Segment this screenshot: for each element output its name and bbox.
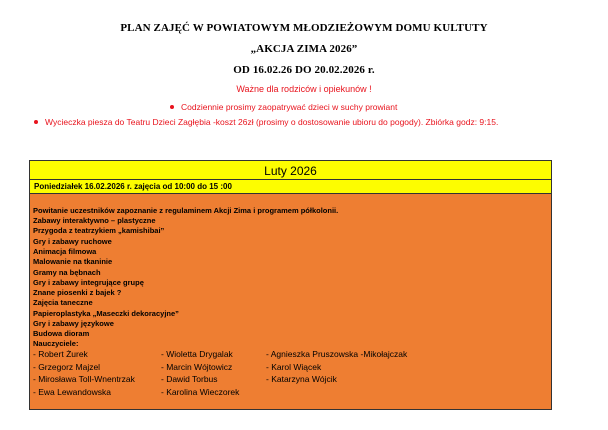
- activity-item: Gramy na bębnach: [33, 268, 101, 277]
- activity-item: Gry i zabawy językowe: [33, 319, 114, 328]
- teacher-name: - Ewa Lewandowska: [33, 387, 111, 397]
- activity-item: Powitanie uczestników zapoznanie z regulaminem Akcji Zima i programem półkolonii.: [33, 206, 339, 215]
- activity-item: Budowa dioram: [33, 329, 90, 338]
- activity-item: Gry i zabawy integrujące grupę: [33, 278, 144, 287]
- bullet-text-1: Codziennie prosimy zaopatrywać dzieci w suchy prowiant: [181, 102, 398, 112]
- month-header: Luty 2026: [29, 160, 552, 180]
- header-title-line1: PLAN ZAJĘĆ W POWIATOWYM MŁODZIEŻOWYM DOMU KULTUTY: [120, 22, 488, 34]
- teacher-name: - Dawid Torbus: [161, 374, 218, 384]
- teachers-label: Nauczyciele:: [33, 339, 79, 348]
- day-header: Poniedziałek 16.02.2026 r. zajęcia od 10:00 do 15 :00: [29, 180, 552, 194]
- teacher-name: - Mirosława Toll-Wnentrzak: [33, 374, 135, 384]
- activity-item: Zabawy interaktywno – plastyczne: [33, 216, 156, 225]
- teacher-name: - Marcin Wójtowicz: [161, 362, 233, 372]
- teacher-name: - Katarzyna Wójcik: [266, 374, 337, 384]
- activity-item: Malowanie na tkaninie: [33, 257, 113, 266]
- activity-item: Znane piosenki z bajek ?: [33, 288, 122, 297]
- activity-item: Gry i zabawy ruchowe: [33, 237, 112, 246]
- header-date-range: OD 16.02.26 DO 20.02.2026 r.: [233, 64, 375, 76]
- teacher-name: - Karolina Wieczorek: [161, 387, 240, 397]
- bullet-text-2: Wycieczka piesza do Teatru Dzieci Zagłębia -koszt 26zł (prosimy o dostosowanie ubioru do pogody). Zbiórka godz: 9:15.: [45, 117, 499, 127]
- header-title-line2: „AKCJA ZIMA 2026”: [250, 43, 358, 55]
- bullet-item-2: [34, 117, 498, 127]
- teacher-name: - Wioletta Drygalak: [161, 349, 233, 359]
- teacher-name: - Grzegorz Majzel: [33, 362, 101, 372]
- activity-item: Przygoda z teatrzykiem „kamishibai”: [33, 226, 165, 235]
- bullet-dot-icon: [170, 105, 174, 109]
- activity-item: Animacja filmowa: [33, 247, 97, 256]
- activity-item: Papieroplastyka „Maseczki dekoracyjne”: [33, 309, 179, 318]
- activity-item: Zajęcia taneczne: [33, 298, 93, 307]
- teacher-name: - Agnieszka Pruszowska -Mikołajczak: [266, 349, 408, 359]
- bullet-dot-icon: [34, 120, 38, 124]
- notice-text: Ważne dla rodziców i opiekunów !: [236, 84, 372, 94]
- teacher-name: - Robert Żurek: [33, 349, 88, 359]
- teacher-name: - Karol Wiącek: [266, 362, 322, 372]
- bullet-item-1: [170, 102, 397, 112]
